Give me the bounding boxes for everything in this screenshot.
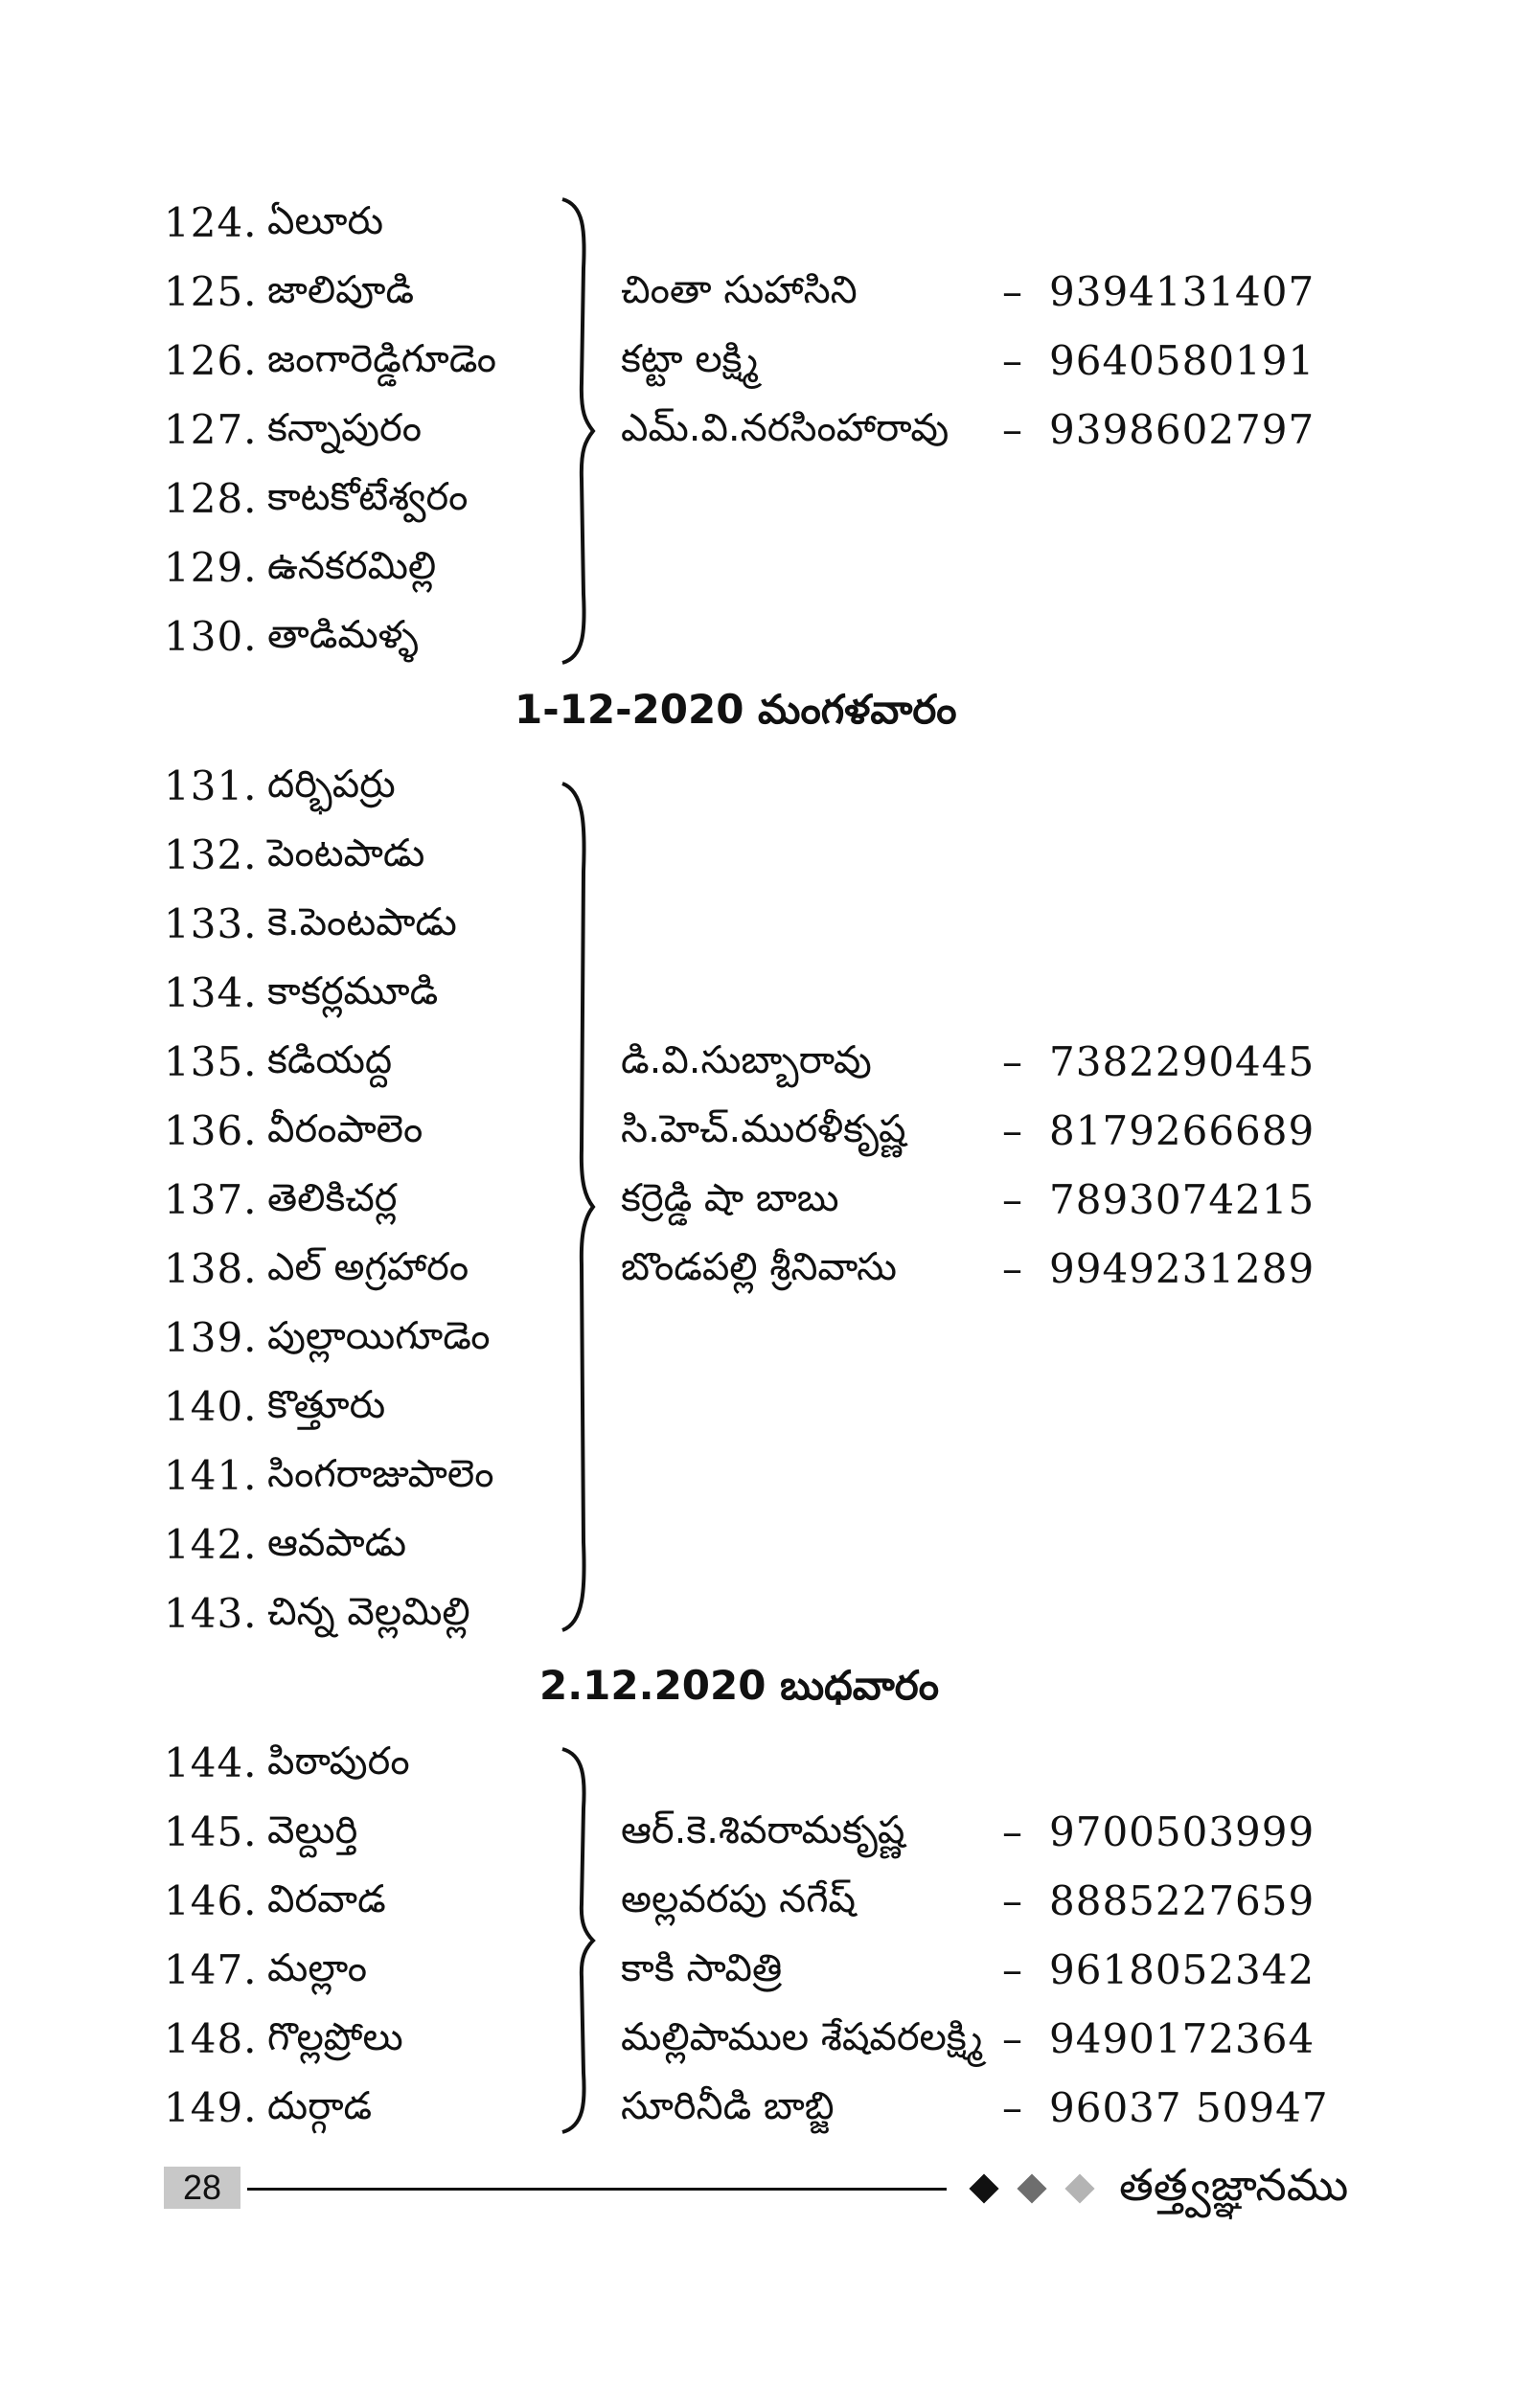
contact-name: డి.వి.సుబ్బారావు xyxy=(621,1038,872,1082)
village-name: కడియద్ద xyxy=(267,1038,393,1082)
contact-name: మల్లిపాముల శేషవరలక్ష్మి xyxy=(621,2015,983,2059)
village-name: ఏలూరు xyxy=(267,199,384,243)
phone-number: 8885227659 xyxy=(1049,1877,1316,1924)
diamond-icon xyxy=(1017,2173,1046,2203)
row-number: 126. xyxy=(164,337,258,384)
row-number: 141. xyxy=(164,1452,258,1499)
contact-name: బొండపల్లి శ్రీనివాసు xyxy=(621,1245,897,1289)
row-number: 147. xyxy=(164,1946,258,1993)
village-name: గొల్లప్రోలు xyxy=(267,2015,403,2059)
separator-dash: – xyxy=(1002,1038,1022,1085)
village-name: కాకర్లమూడి xyxy=(267,969,439,1013)
footer-rule xyxy=(247,2188,947,2191)
brace-icon xyxy=(551,776,599,1638)
phone-number: 9700503999 xyxy=(1049,1808,1316,1855)
village-name: దుర్గాడ xyxy=(267,2084,373,2128)
diamond-icon xyxy=(1064,2173,1094,2203)
brace-icon xyxy=(551,1741,599,2140)
village-name: జాలిపూడి xyxy=(267,268,415,312)
separator-dash: – xyxy=(1002,1176,1022,1223)
page-number: 28 xyxy=(164,2167,240,2209)
row-number: 140. xyxy=(164,1383,258,1430)
phone-number: 9490172364 xyxy=(1049,2015,1316,2062)
village-name: వీరంపాలెం xyxy=(267,1107,423,1151)
row-number: 130. xyxy=(164,613,258,660)
brace-icon xyxy=(551,192,599,670)
phone-number: 9398602797 xyxy=(1049,406,1316,453)
village-name: తెలికిచర్ల xyxy=(267,1176,398,1220)
village-name: మల్లాం xyxy=(267,1946,368,1990)
separator-dash: – xyxy=(1002,2084,1022,2131)
contact-name: అల్లవరపు నగేష్ xyxy=(621,1877,857,1921)
phone-number: 96037 50947 xyxy=(1049,2084,1329,2131)
village-name: కె.పెంటపాడు xyxy=(267,900,457,944)
village-name: సింగరాజుపాలెం xyxy=(267,1452,494,1496)
contact-name: ఎమ్.వి.నరసింహారావు xyxy=(621,406,950,450)
book-title: తత్త్వజ్ఞానము xyxy=(1119,2159,1349,2211)
row-number: 127. xyxy=(164,406,258,453)
row-number: 146. xyxy=(164,1877,258,1924)
contact-name: చింతా సుహాసిని xyxy=(621,268,858,312)
row-number: 124. xyxy=(164,199,258,246)
row-number: 143. xyxy=(164,1590,258,1637)
diamond-icon xyxy=(969,2173,998,2203)
village-name: ఎల్ అగ్రహారం xyxy=(267,1245,469,1289)
village-name: కొత్తూరు xyxy=(267,1383,386,1427)
contact-name: కాకి సావిత్రి xyxy=(621,1946,783,1990)
row-number: 131. xyxy=(164,762,258,809)
date-heading: 2.12.2020 బుధవారం xyxy=(539,1662,939,1709)
row-number: 137. xyxy=(164,1176,258,1223)
village-name: జంగారెడ్డిగూడెం xyxy=(267,337,496,381)
village-name: ఆవపాడు xyxy=(267,1521,407,1565)
phone-number: 9640580191 xyxy=(1049,337,1316,384)
separator-dash: – xyxy=(1002,268,1022,315)
separator-dash: – xyxy=(1002,1808,1022,1855)
row-number: 129. xyxy=(164,544,258,591)
row-number: 139. xyxy=(164,1314,258,1361)
village-name: పెంటపాడు xyxy=(267,831,425,875)
contact-name: ఆర్.కె.శివరామకృష్ణ xyxy=(621,1808,905,1852)
separator-dash: – xyxy=(1002,337,1022,384)
contact-name: కట్టా లక్ష్మి xyxy=(621,337,759,381)
village-name: పుల్లాయిగూడెం xyxy=(267,1314,491,1358)
row-number: 128. xyxy=(164,475,258,522)
separator-dash: – xyxy=(1002,1245,1022,1292)
separator-dash: – xyxy=(1002,2015,1022,2062)
contact-name: సి.హెచ్.మురళీకృష్ణ xyxy=(621,1107,906,1151)
row-number: 145. xyxy=(164,1808,258,1855)
contact-name: సూరినీడి బాబ్జి xyxy=(621,2084,835,2128)
phone-number: 9949231289 xyxy=(1049,1245,1316,1292)
village-name: కాటకోటేశ్వరం xyxy=(267,475,469,519)
separator-dash: – xyxy=(1002,1877,1022,1924)
contact-name: కర్రెడ్డి షా బాబు xyxy=(621,1176,839,1220)
row-number: 142. xyxy=(164,1521,258,1568)
village-name: దర్భిపర్రు xyxy=(267,762,396,806)
row-number: 138. xyxy=(164,1245,258,1292)
village-name: వెల్దుర్తి xyxy=(267,1808,358,1852)
date-heading: 1-12-2020 మంగళవారం xyxy=(515,686,957,733)
row-number: 149. xyxy=(164,2084,258,2131)
phone-number: 9394131407 xyxy=(1049,268,1316,315)
village-name: తాడిమళ్ళ xyxy=(267,613,419,657)
separator-dash: – xyxy=(1002,406,1022,453)
village-name: ఉనకరమిల్లి xyxy=(267,544,437,588)
row-number: 132. xyxy=(164,831,258,878)
phone-number: 8179266689 xyxy=(1049,1107,1316,1154)
separator-dash: – xyxy=(1002,1107,1022,1154)
phone-number: 9618052342 xyxy=(1049,1946,1316,1993)
village-name: కన్నాపురం xyxy=(267,406,422,450)
phone-number: 7893074215 xyxy=(1049,1176,1316,1223)
row-number: 148. xyxy=(164,2015,258,2062)
row-number: 136. xyxy=(164,1107,258,1154)
row-number: 144. xyxy=(164,1739,258,1786)
phone-number: 7382290445 xyxy=(1049,1038,1316,1085)
village-name: విరవాడ xyxy=(267,1877,386,1921)
row-number: 133. xyxy=(164,900,258,947)
village-name: పిఠాపురం xyxy=(267,1739,410,1783)
village-name: చిన్న వెల్లమిల్లి xyxy=(267,1590,470,1634)
row-number: 135. xyxy=(164,1038,258,1085)
row-number: 125. xyxy=(164,268,258,315)
row-number: 134. xyxy=(164,969,258,1016)
separator-dash: – xyxy=(1002,1946,1022,1993)
